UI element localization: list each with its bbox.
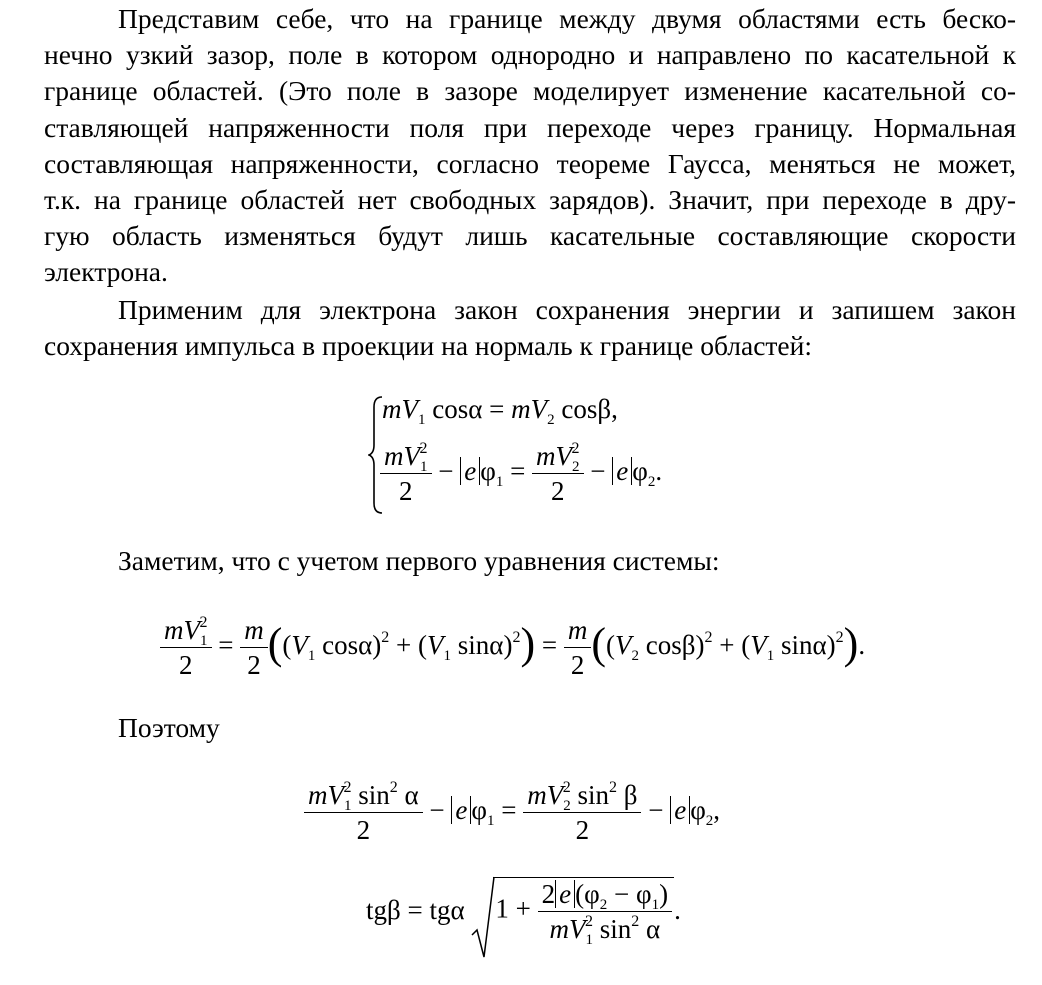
paragraph-1-line: нечно узкий зазор, поле в котором однородно и направлено по касательной к [44,39,1016,71]
subscript: 1 [307,648,316,665]
symbol: α [404,780,419,810]
abs-charge: e [555,880,575,908]
function: sin [457,630,490,661]
symbol: φ [471,795,487,826]
fraction [160,614,212,680]
punctuation: . [655,456,663,487]
subscript: 1 [585,932,594,948]
symbol: β [681,630,696,661]
equation-4 [304,779,721,845]
denominator: 2 [575,815,590,845]
numerator: m [240,617,268,648]
constant: 2 [541,879,556,909]
numerator: m [564,617,592,648]
operator: = [510,456,526,487]
subscript: 1 [486,813,495,830]
symbol: φ [690,795,706,826]
symbol: V [750,630,767,661]
paragraph-1-line: Представим себе, что на границе между двумя областями есть беско- [118,3,1016,34]
function: tg [429,895,451,926]
symbol: α [812,630,827,661]
paragraph-2 [44,292,1016,364]
superscript: 2 [343,779,352,796]
fraction: $\frac{2 e (\varphi_2 - \varphi_1)}{mV_1^2 \sin^2 \alpha}$ [538,880,672,943]
symbol: V [427,630,444,661]
superscript: 2 [199,614,208,631]
operator: = [407,895,423,926]
subscript: 1 [418,412,426,428]
symbol: mV [308,780,344,810]
function: sin [577,780,609,810]
fraction [304,779,423,845]
function: sin [599,914,632,944]
paren: ( [591,619,606,669]
symbol: φ [584,879,600,909]
system-equation-1 [382,394,618,428]
denominator: 2 [570,650,585,680]
symbol: V [401,394,418,424]
paragraph-1-line: т.к. на границе областей нет свободных зарядов). Значит, при переходе в дру- [44,184,1016,216]
symbol: mV [549,914,586,944]
fraction [523,779,641,845]
denominator: 2 [179,650,193,680]
symbol: mV [164,615,200,645]
subscript: 2 [563,798,571,814]
fraction [532,440,584,506]
function: cos [645,630,682,661]
function: cos [432,394,469,424]
superscript: 2 [419,440,428,457]
fraction [564,617,592,679]
operator: = [218,630,234,661]
punctuation: . [674,895,681,926]
function: tg [366,895,388,926]
superscript: 2 [562,779,571,796]
punctuation: , [713,795,721,826]
symbol: α [489,630,504,661]
subscript: 2 [572,459,580,475]
abs-charge: e [612,457,632,485]
symbol: β [387,895,401,926]
symbol: β [597,394,612,424]
paragraph-2-line: Применим для электрона закон сохранения энергии и запишем закон [118,294,1016,325]
equation-5 [366,879,681,948]
paragraph-2-line: сохранения импульса в проекции на нормаль к границе областей: [44,330,812,362]
paragraph-1 [44,1,1016,291]
subscript: 1 [766,648,775,665]
operator: + [719,630,735,661]
paren: ( [267,619,283,669]
paragraph-1-line: гую область изменяться будут лишь касательные составляющие скорости [44,220,1016,252]
function: sin [780,630,813,661]
symbol: φ [632,456,648,487]
punctuation: . [858,630,866,661]
denominator: 2 [399,476,413,506]
subscript: 2 [631,648,639,665]
symbol: V [615,630,632,661]
subscript: 2 [705,813,714,830]
subscript: 1 [651,897,660,913]
operator: − [590,456,606,487]
symbol: mV [536,441,573,471]
subscript: 1 [200,633,208,649]
denominator: 2 [356,815,371,845]
sqrt-sign-icon [471,875,495,965]
fraction [240,617,268,679]
subscript: 1 [495,474,504,491]
superscript: 2 [585,913,594,930]
subscript: 1 [420,459,428,475]
subscript: 1 [344,798,352,814]
subscript: 2 [547,412,555,428]
operator: − [429,795,445,826]
superscript: 2 [389,779,398,796]
superscript: 2 [631,913,640,930]
fraction [380,440,432,506]
superscript: 2 [608,779,617,796]
superscript: 2 [512,629,521,647]
superscript: 2 [571,440,580,457]
paragraph-1-line: электрона. [44,256,168,288]
abs-charge: e [670,796,690,824]
symbol: V [291,630,308,661]
superscript: 2 [835,629,844,647]
symbol: α [450,895,465,926]
abs-charge: e [460,457,480,485]
system-equation-2 [380,440,663,506]
function: sin [358,780,390,810]
paragraph-1-line: составляющая напряженности, согласно теореме Гаусса, меняться не может, [44,147,1016,179]
abs-charge: e [451,796,471,824]
symbol: mV [384,441,420,471]
operator: + [396,630,412,661]
operator: + [515,893,531,924]
note-text: Заметим, что с учетом первого уравнения системы: [118,545,720,576]
symbol: m [511,394,531,424]
symbol: V [530,394,548,424]
superscript: 2 [704,629,713,647]
subscript: 2 [599,897,608,913]
symbol: α [646,914,661,944]
symbol: β [623,780,638,810]
symbol: φ [635,879,652,909]
operator: = [501,795,517,826]
paren: ) [520,619,536,669]
operator: − [648,795,664,826]
superscript: 2 [381,629,390,647]
constant: 1 [495,893,509,924]
denominator: 2 [551,476,565,506]
operator: − [438,456,454,487]
denominator: 2 [247,650,261,680]
subscript: 1 [443,648,452,665]
function: cos [561,394,598,424]
symbol: φ [480,456,496,487]
symbol: α [468,394,483,424]
symbol: α [358,630,373,661]
sqrt [471,879,674,948]
paren: ) [843,619,859,669]
function: cos [322,630,359,661]
operator: = [489,394,505,424]
equation-3: $\frac{mV_1^2}{2}$ = $\frac{m}{2}$ (($V_1$ $\cos\alpha)^2 + (V_1$ sinα)$^2$) = $\frac{m}{2}$ (($V_2$ $\cos\beta)^2 + (V_1$ sinα)$^2$). [160,617,865,679]
punctuation: , [611,394,618,424]
paragraph-1-line: ставляющей напряженности поля при переходе через границу. Нормальная [44,111,1016,143]
subscript: 2 [647,474,656,491]
operator: = [541,630,558,661]
symbol: mV [527,780,564,810]
paragraph-1-line: границе областей. (Это поле в зазоре моделирует изменение касательной со- [44,75,1016,107]
symbol: m [382,394,402,424]
operator: − [613,879,630,909]
therefore-text: Поэтому [118,712,220,743]
